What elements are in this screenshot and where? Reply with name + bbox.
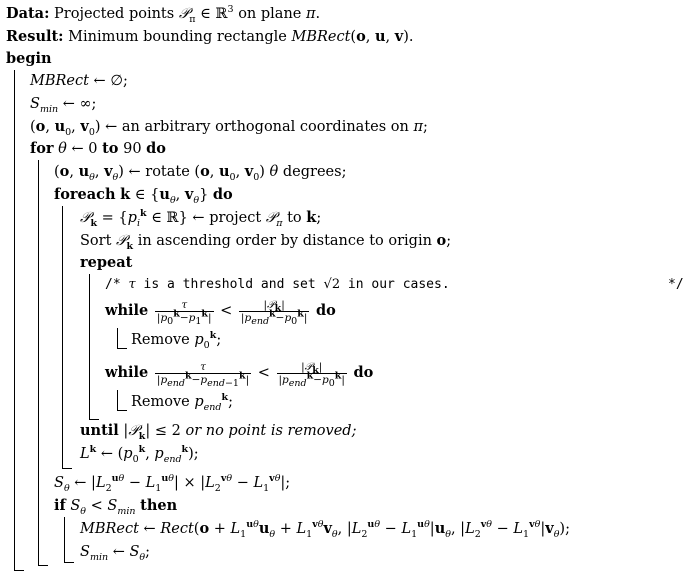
line-for: for θ ← 0 to 90 do xyxy=(30,140,166,157)
line-sort: Sort 𝒫$_k$ in ascending order by distance to origin o; xyxy=(80,232,452,252)
result-label: Result: xyxy=(6,28,64,45)
if-block-end xyxy=(64,562,74,563)
while2-block-line xyxy=(117,390,118,410)
while-2: while $\frac{\tau}{|p_{end}^k-p_{end-1}^k|}$ < $\frac{|𝒫_k|}{|p_{end}^k-p_0^k|}$ do xyxy=(105,360,374,389)
foreach-block-end xyxy=(62,468,72,469)
line-project: 𝒫$_k$ = {$p_i^k$ ∈ ℝ} ← project 𝒫$_\pi$ to k; xyxy=(80,208,322,229)
data-label: Data: xyxy=(6,5,50,22)
data-text: Projected points 𝒫$_\pi$ ∈ ℝ$^3$ on plane π. xyxy=(54,4,321,25)
begin-block-line xyxy=(14,70,15,570)
data-line xyxy=(6,5,320,23)
repeat-keyword: repeat xyxy=(80,254,133,271)
remove-first: Remove $p_0^k$; xyxy=(131,330,222,351)
line-mbrect-init: MBRect ← ∅; xyxy=(30,73,128,89)
begin-block-end xyxy=(14,570,24,571)
result-line xyxy=(6,28,413,46)
for-block-end xyxy=(38,565,48,566)
line-foreach: foreach k ∈ {$u_\theta$, $v_\theta$} do xyxy=(54,186,233,206)
remove-last: Remove $p_{end}^k$; xyxy=(131,392,233,413)
line-coords-init: (o, $u_0$, $v_0$) ← an arbitrary orthogonal coordinates on π; xyxy=(30,118,428,138)
s-theta-line: $S_\theta$ ← $|L_2^{u\theta} - L_1^{u\theta}| \times |L_2^{v\theta} - L_1^{v\theta}|$; xyxy=(54,473,291,494)
while-1: while $\frac{\tau}{|p_0^k-p_1^k|}$ < $\frac{|𝒫_k|}{|p_{end}^k-p_0^k|}$ do xyxy=(105,298,336,327)
if-line: if $S_\theta < S_{min}$ then xyxy=(54,497,178,517)
while1-block-line xyxy=(117,328,118,348)
smin-assign: $S_{min}$ ← $S_\theta$; xyxy=(80,544,151,563)
begin-keyword: begin xyxy=(6,50,52,67)
result-text: Minimum bounding rectangle MBRect(o, u, v). xyxy=(68,28,414,45)
repeat-block-line xyxy=(89,274,90,419)
if-block-line xyxy=(64,517,65,562)
lk-line: $L^k$ ← ($p_0^k$, $p_{end}^k$); xyxy=(80,444,199,465)
while2-block-end xyxy=(117,410,127,411)
comment-end: */ xyxy=(668,277,684,292)
until-line: until |𝒫$_k$| ≤ 2 or no point is removed; xyxy=(80,422,357,442)
line-rotate: (o, $u_\theta$, $v_\theta$) ← rotate (o, $u_0$, $v_0$) θ degrees; xyxy=(54,163,347,183)
for-block-line xyxy=(38,160,39,565)
mbrect-assign: MBRect ← Rect(o + $L_1^{u\theta}u_\theta + L_1^{v\theta}v_\theta$, $|L_2^{u\theta} - L_1^{u\theta}|u_\theta$, $|L_2^{v\theta} - L_1^{v\theta}|v_\theta$); xyxy=(80,519,570,540)
foreach-block-line xyxy=(62,206,63,468)
comment-line: /* τ is a threshold and set √2 in our cases. xyxy=(105,277,450,292)
line-smin-init: $S_{min}$ ← ∞; xyxy=(30,96,97,115)
while1-block-end xyxy=(117,348,127,349)
repeat-block-end xyxy=(89,419,99,420)
